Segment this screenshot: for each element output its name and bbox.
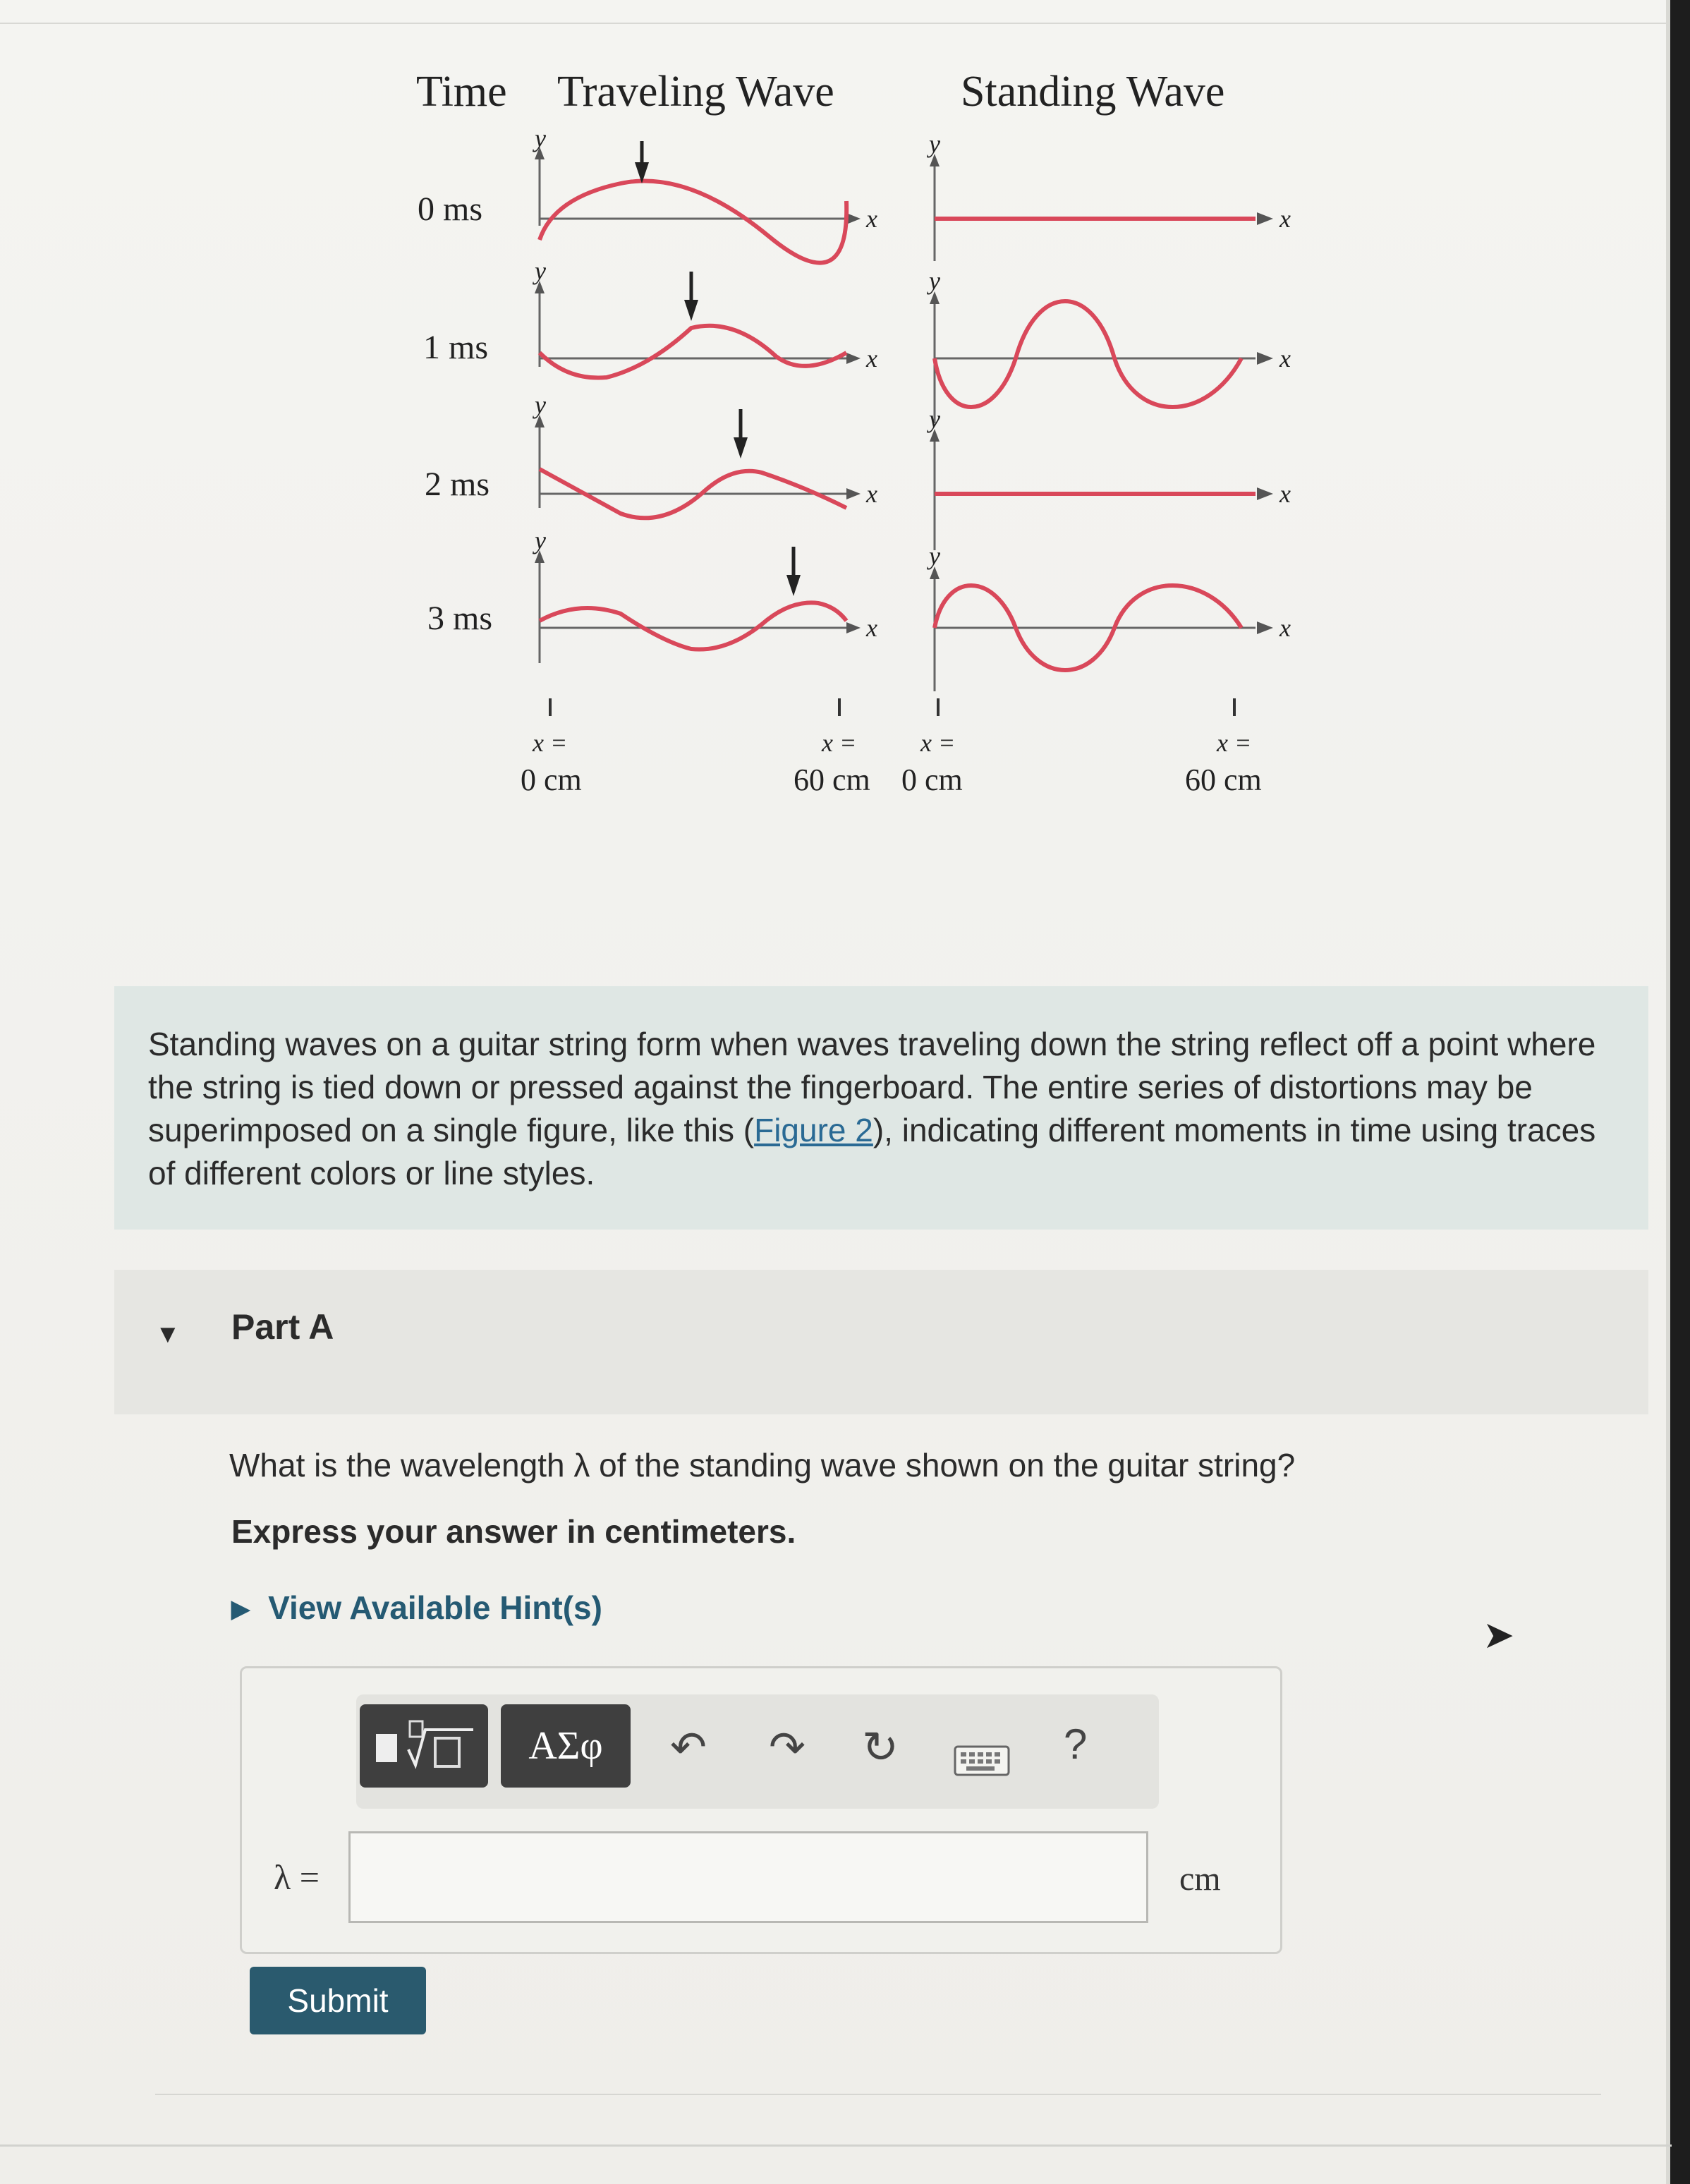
xeq-label: x =: [822, 729, 857, 757]
redo-icon[interactable]: ↷: [769, 1723, 806, 1772]
y-axis-label: y: [535, 124, 546, 152]
x-axis-label: x: [866, 205, 877, 233]
lambda-label: λ =: [274, 1857, 320, 1897]
standing-row-0: [927, 130, 1291, 261]
symbols-button[interactable]: ΑΣφ: [501, 1704, 631, 1788]
bottom-divider: [155, 2094, 1601, 2095]
time-label-1: 1 ms: [423, 329, 489, 366]
standing-wave-figure: [395, 56, 1312, 832]
standing-row-3: [927, 542, 1291, 691]
x-axis-label: x: [866, 614, 877, 642]
traveling-row-0: [533, 124, 877, 263]
y-axis-label: y: [535, 257, 546, 285]
question-text: What is the wavelength λ of the standing wave shown on the guitar string?: [229, 1447, 1296, 1484]
x-axis-label: x: [866, 480, 877, 508]
hint-label: View Available Hint(s): [268, 1589, 602, 1626]
templates-button[interactable]: [360, 1704, 488, 1788]
xeq-label: x =: [1217, 729, 1252, 757]
undo-icon[interactable]: ↶: [670, 1723, 707, 1772]
figure-svg: [395, 56, 1312, 832]
x-axis-label: x: [1279, 480, 1291, 508]
standing-row-2: [927, 405, 1291, 550]
submit-button[interactable]: Submit: [250, 1967, 426, 2034]
x-axis-label: x: [1279, 614, 1291, 642]
y-axis-label: y: [929, 130, 940, 158]
traveling-row-3: [533, 526, 877, 663]
x-axis-label: x: [1279, 205, 1291, 233]
time-label-0: 0 ms: [418, 190, 483, 228]
unit-label: cm: [1179, 1860, 1221, 1898]
templates-icon: [367, 1714, 480, 1778]
intro-text: [148, 1023, 1615, 1195]
keyboard-icon[interactable]: [954, 1737, 1010, 1787]
collapse-triangle-icon[interactable]: ▼: [155, 1319, 181, 1348]
instruction-text: Express your answer in centimeters.: [231, 1513, 796, 1550]
help-button[interactable]: ?: [1064, 1721, 1088, 1768]
x-axis-label: x: [1279, 344, 1291, 372]
x-axis-label: x: [866, 344, 877, 372]
hint-triangle-icon: ▶: [231, 1596, 250, 1622]
x-stand-left-label: 0 cm: [901, 763, 963, 797]
intro-text-before: Standing waves on a guitar string form when waves traveling down the string reflect off a point where the string is tied down or pressed against the fingerboard. The entire series of distortions may be superimposed on a single figure, like this (: [148, 1026, 1596, 1148]
xeq-label: x =: [920, 729, 956, 757]
top-divider: [0, 23, 1672, 24]
view-hints-link[interactable]: [231, 1589, 602, 1627]
x-stand-right-label: 60 cm: [1185, 763, 1262, 797]
traveling-row-2: [533, 391, 877, 518]
col-standing-title: Standing Wave: [961, 68, 1225, 116]
reset-icon[interactable]: ↻: [862, 1723, 899, 1772]
xeq-label: x =: [533, 729, 568, 757]
answer-input[interactable]: [348, 1831, 1148, 1923]
y-axis-label: y: [929, 267, 940, 295]
y-axis-label: y: [535, 526, 546, 554]
mouse-cursor-icon: ➤: [1483, 1614, 1515, 1656]
y-axis-label: y: [929, 405, 940, 433]
time-label-2: 2 ms: [425, 466, 490, 503]
part-a-title: Part A: [231, 1307, 334, 1347]
standing-row-1: [927, 267, 1291, 423]
figure-2-link[interactable]: Figure 2: [754, 1112, 873, 1148]
x-trav-left-label: 0 cm: [521, 763, 582, 797]
traveling-row-1: [533, 257, 877, 378]
y-axis-label: y: [535, 391, 546, 419]
part-a-header[interactable]: [114, 1270, 1648, 1414]
time-label-3: 3 ms: [427, 600, 493, 637]
intro-box: [114, 986, 1648, 1230]
screen-edge: [1670, 0, 1690, 2184]
y-axis-label: y: [929, 542, 940, 570]
intro-text-after: ), indicating different moments in time using traces of different colors or line styles.: [148, 1112, 1596, 1191]
col-time-title: Time: [416, 68, 507, 116]
x-trav-right-label: 60 cm: [794, 763, 870, 797]
bottom-divider-2: [0, 2144, 1672, 2147]
col-traveling-title: Traveling Wave: [557, 68, 834, 116]
